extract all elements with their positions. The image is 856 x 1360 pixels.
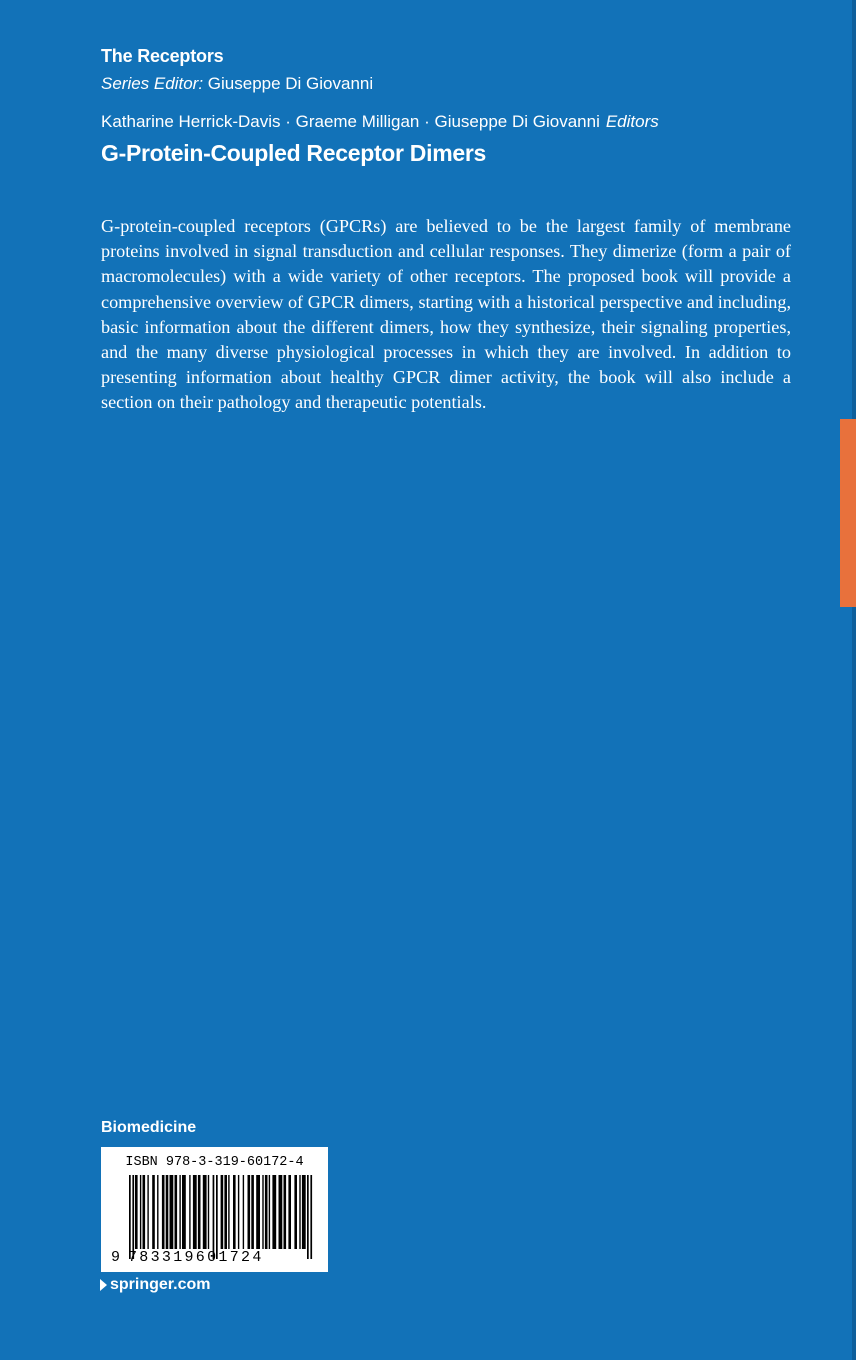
series-editor bbox=[101, 74, 373, 94]
subject-category: Biomedicine bbox=[101, 1119, 197, 1136]
series-editor-label: Series Editor: bbox=[101, 74, 204, 93]
barcode-digits: 783319601724 bbox=[128, 1249, 264, 1266]
barcode-first-digit: 9 bbox=[111, 1249, 121, 1266]
website-link[interactable] bbox=[100, 1276, 210, 1294]
editor-names: Katharine Herrick-Davis · Graeme Milligan · Giuseppe Di Giovanni bbox=[101, 112, 600, 131]
website-text: springer.com bbox=[110, 1276, 211, 1293]
book-title: G-Protein-Coupled Receptor Dimers bbox=[101, 140, 486, 166]
series-editor-name: Giuseppe Di Giovanni bbox=[207, 74, 374, 93]
series-title: The Receptors bbox=[101, 46, 224, 66]
orange-accent-tab bbox=[840, 419, 856, 607]
arrow-right-icon bbox=[100, 1279, 107, 1291]
book-editors bbox=[101, 112, 659, 132]
isbn-barcode bbox=[101, 1147, 328, 1272]
editors-label: Editors bbox=[605, 112, 659, 131]
isbn-text: ISBN 978-3-319-60172-4 bbox=[125, 1155, 304, 1170]
spine-edge bbox=[852, 0, 856, 1360]
book-description: G-protein-coupled receptors (GPCRs) are believed to be the largest family of membrane proteins involved in signal transduction and cellular responses. They dimerize (form a pair of macromolecules) with a wide variety of other receptors. The proposed book will provide a comprehensive overview of GPCR dimers, starting with a historical perspective and including, basic information about the different dimers, how they synthesize, their signaling properties, and the many diverse physiological processes in which they are involved. In addition to presenting information about healthy GPCR dimer activity, the book will also include a section on their pathology and therapeutic potentials. bbox=[101, 216, 791, 413]
